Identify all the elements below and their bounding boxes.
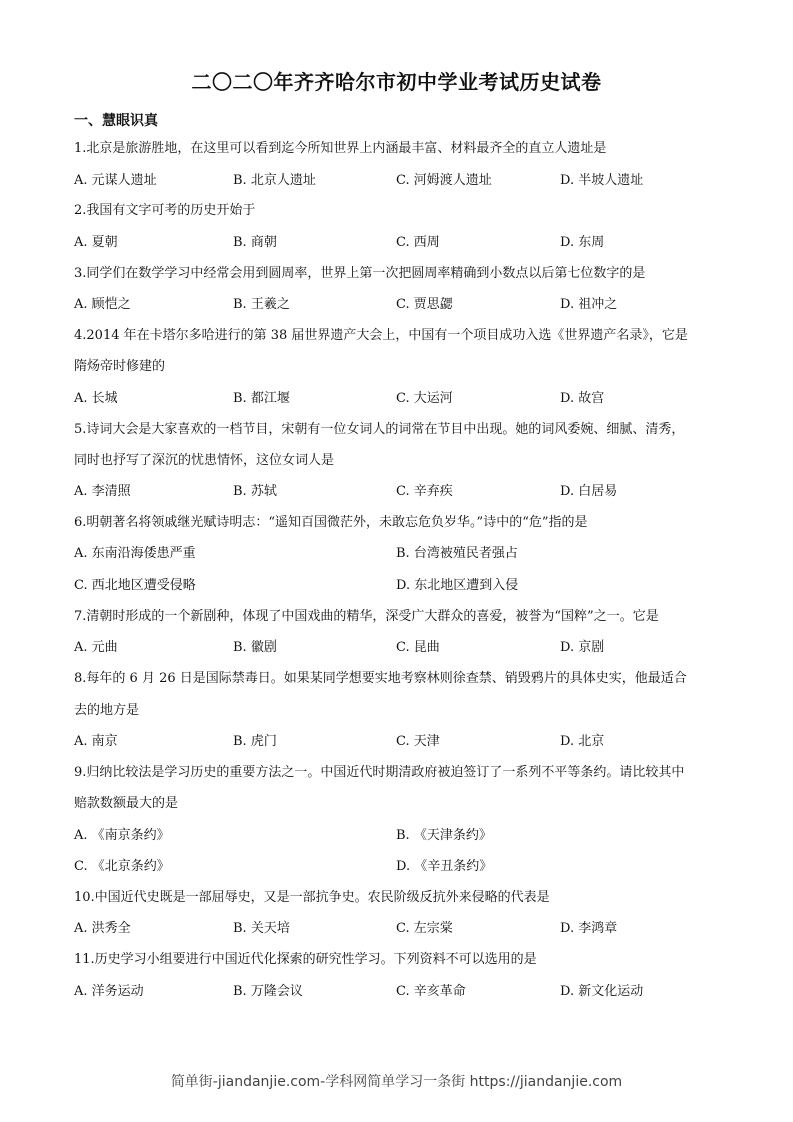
question-10-option-b: B. 关天培: [233, 921, 290, 936]
question-7-stem: 7.清朝时形成的一个新剧种，体现了中国戏曲的精华，深受广大群众的喜爱，被誉为“国粹”之一。它是: [74, 609, 659, 624]
question-3-option-d: D. 祖冲之: [560, 297, 618, 312]
question-6-option-d: D. 东北地区遭到入侵: [396, 578, 519, 593]
question-1-option-a: A. 元谋人遗址: [74, 173, 157, 188]
question-11-option-b: B. 万隆会议: [233, 984, 303, 999]
question-3-option-b: B. 王羲之: [233, 297, 290, 312]
question-9-option-b: B. 《天津条约》: [396, 828, 492, 843]
question-5-stem-cont: 同时也抒写了深沉的忧患情怀，这位女词人是: [74, 453, 335, 468]
question-8-option-b: B. 虎门: [233, 734, 277, 749]
question-2-option-b: B. 商朝: [233, 235, 277, 250]
question-7-option-a: A. 元曲: [74, 640, 118, 655]
question-2-option-a: A. 夏朝: [74, 235, 118, 250]
question-9-option-c: C. 《北京条约》: [74, 859, 170, 874]
question-8-stem: 8.每年的 6 月 26 日是国际禁毒日。如果某同学想要实地考察林则徐查禁、销毁鸦片的具体史实，他最适合: [74, 671, 687, 686]
footer-watermark-text: 简单街-jiandanjie.com-学科网简单学习一条街 https://jiandanjie.com: [170, 1074, 623, 1090]
question-10-option-a: A. 洪秀全: [74, 921, 131, 936]
question-9-option-a: A. 《南京条约》: [74, 828, 170, 843]
question-10-option-c: C. 左宗棠: [396, 921, 453, 936]
question-8-option-c: C. 天津: [396, 734, 440, 749]
question-1-option-c: C. 河姆渡人遗址: [396, 173, 492, 188]
question-1-option-d: D. 半坡人遗址: [560, 173, 644, 188]
question-5-stem: 5.诗词大会是大家喜欢的一档节目，宋朝有一位女词人的词常在节目中出现。她的词风委婉、细腻、清秀，: [74, 422, 685, 437]
exam-title: 二〇二〇年齐齐哈尔市初中学业考试历史试卷: [191, 70, 602, 94]
question-5-option-d: D. 白居易: [560, 484, 618, 499]
question-2-stem: 2.我国有文字可考的历史开始于: [74, 203, 256, 218]
question-4-option-a: A. 长城: [74, 391, 118, 406]
question-3-option-c: C. 贾思勰: [396, 297, 453, 312]
question-7-option-b: B. 徽剧: [233, 640, 277, 655]
question-4-option-d: D. 故宫: [560, 391, 605, 406]
question-8-stem-cont: 去的地方是: [74, 703, 140, 718]
question-7-option-c: C. 昆曲: [396, 640, 440, 655]
question-5-option-a: A. 李清照: [74, 484, 131, 499]
question-8-option-a: A. 南京: [74, 734, 118, 749]
question-1-option-b: B. 北京人遗址: [233, 173, 316, 188]
question-6-option-c: C. 西北地区遭受侵略: [74, 578, 196, 593]
question-6-option-b: B. 台湾被殖民者强占: [396, 546, 518, 561]
question-10-stem: 10.中国近代史既是一部屈辱史，又是一部抗争史。农民阶级反抗外来侵略的代表是: [74, 890, 550, 905]
question-9-stem-cont: 赔款数额最大的是: [74, 796, 179, 811]
question-4-stem: 4.2014 年在卡塔尔多哈进行的第 38 届世界遗产大会上，中国有一个项目成功入选《世界遗产名录》，它是: [74, 328, 688, 343]
question-9-stem: 9.归纳比较法是学习历史的重要方法之一。中国近代时期清政府被迫签订了一系列不平等条约。请比较其中: [74, 765, 685, 780]
question-4-option-b: B. 都江堰: [233, 391, 290, 406]
question-2-option-d: D. 东周: [560, 235, 605, 250]
question-3-option-a: A. 顾恺之: [74, 297, 131, 312]
question-5-option-b: B. 苏轼: [233, 484, 277, 499]
question-11-stem: 11.历史学习小组要进行中国近代化探索的研究性学习。下列资料不可以选用的是: [74, 952, 537, 967]
question-11-option-c: C. 辛亥革命: [396, 984, 466, 999]
question-9-option-d: D. 《辛丑条约》: [396, 859, 493, 874]
question-1-stem: 1.北京是旅游胜地，在这里可以看到迄今所知世界上内涵最丰富、材料最齐全的直立人遗址是: [74, 141, 607, 156]
question-5-option-c: C. 辛弃疾: [396, 484, 453, 499]
question-7-option-d: D. 京剧: [560, 640, 605, 655]
question-10-option-d: D. 李鸿章: [560, 921, 618, 936]
question-6-stem: 6.明朝著名将领戚继光赋诗明志：“遥知百国微茫外，未敢忘危负岁华。”诗中的“危”指的是: [74, 515, 588, 530]
question-11-option-d: D. 新文化运动: [560, 984, 644, 999]
question-6-option-a: A. 东南沿海倭患严重: [74, 546, 196, 561]
question-2-option-c: C. 西周: [396, 235, 440, 250]
question-4-stem-cont: 隋炀帝时修建的: [74, 359, 166, 374]
section-heading: 一、慧眼识真: [74, 113, 158, 129]
question-11-option-a: A. 洋务运动: [74, 984, 144, 999]
question-8-option-d: D. 北京: [560, 734, 605, 749]
question-4-option-c: C. 大运河: [396, 391, 453, 406]
question-3-stem: 3.同学们在数学学习中经常会用到圆周率，世界上第一次把圆周率精确到小数点以后第七位数字的是: [74, 266, 646, 281]
